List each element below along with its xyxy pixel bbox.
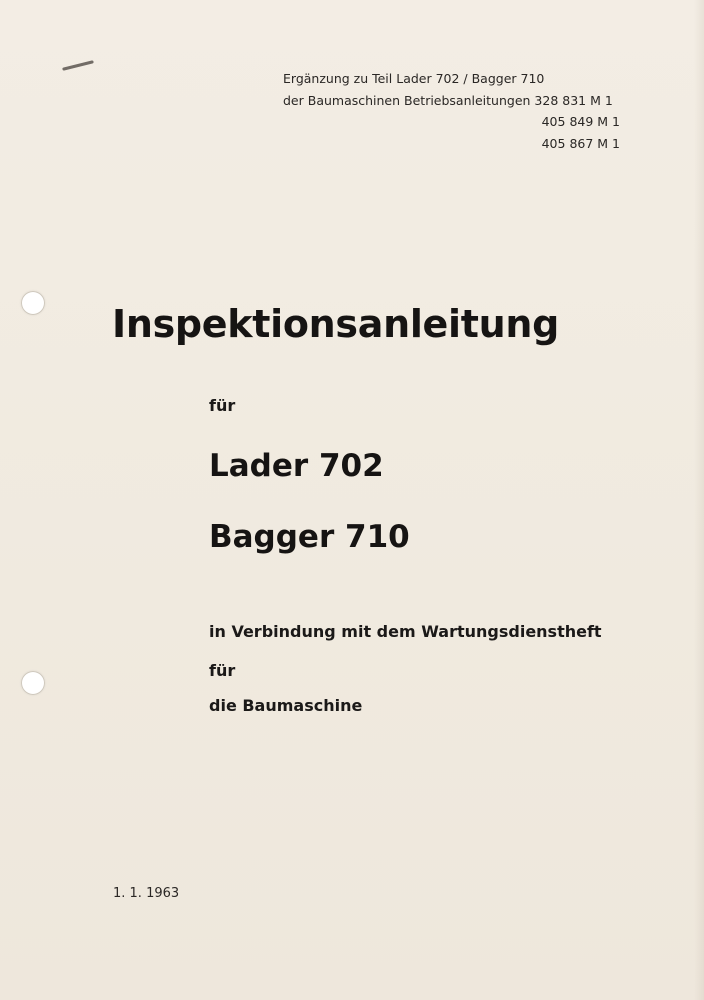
supplement-line-3: 405 849 M 1	[541, 114, 620, 130]
pencil-mark	[62, 60, 94, 71]
document-date: 1. 1. 1963	[113, 886, 180, 901]
punch-hole-bottom	[21, 671, 45, 695]
machine-name-excavator: Bagger 710	[209, 519, 410, 555]
connection-line-3: die Baumaschine	[209, 696, 363, 715]
connection-line-1: in Verbindung mit dem Wartungsdienstheft	[209, 622, 602, 641]
supplement-line-4: 405 867 M 1	[541, 136, 620, 152]
machine-name-loader: Lader 702	[209, 448, 384, 484]
for-label: für	[209, 396, 236, 415]
document-title: Inspektionsanleitung	[112, 302, 560, 346]
page-edge-shadow	[694, 0, 704, 1000]
supplement-line-1: Ergänzung zu Teil Lader 702 / Bagger 710	[283, 71, 545, 86]
supplement-line-2: der Baumaschinen Betriebsanleitungen 328 831 M 1	[283, 92, 613, 108]
connection-line-2: für	[209, 661, 236, 680]
supplement-reference	[283, 68, 623, 155]
punch-hole-top	[21, 291, 45, 315]
